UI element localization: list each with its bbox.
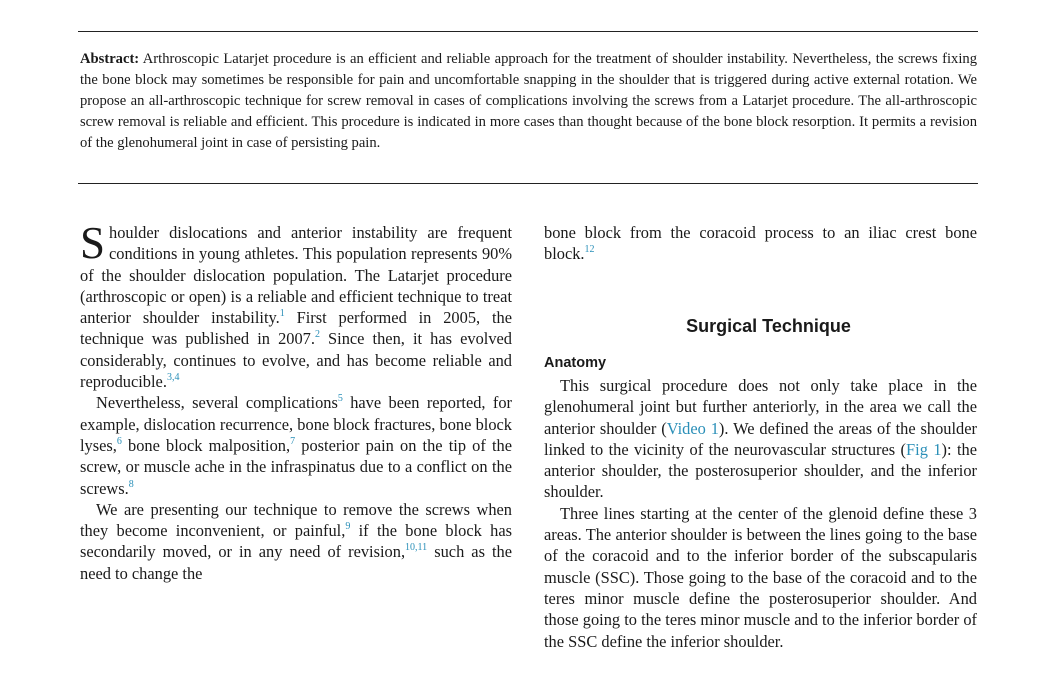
ref-link[interactable]: 1	[279, 308, 285, 320]
subsection-heading: Anatomy	[544, 355, 607, 371]
abstract-text: Arthroscopic Latarjet procedure is an efficient and reliable approach for the treatment of shoulder instability. Nevertheless, the screws fixing the bone block may sometimes be responsible for pain and uncomfortable snapping in the shoulder that is triggered during active external rotation. We propose an all-arthroscopic technique for screw removal in cases of complications involving the screws from a Latarjet procedure. The all-arthroscopic screw removal is reliable and efficient. This procedure is indicated in more cases than thought because of the bone block resorption. It permits a revision of the glenohumeral joint in case of persisting pain.	[80, 51, 977, 151]
anatomy-p1-text-b: ). We defined the areas of the shoulder linked to the vicinity of the neurovascular structures (	[544, 418, 977, 459]
ref-link[interactable]: 5	[337, 393, 343, 405]
section-heading: Surgical Technique	[686, 316, 851, 336]
anatomy-paragraph-2: Three lines starting at the center of the glenoid define these 3 areas. The anterior shoulder is between the lines going to the base of the coracoid and to the inferior border of the subscapularis muscle (SSC). Those going to the base of the coracoid and to the teres minor muscle define the posterosuperior shoulder. And those going to the teres minor muscle and to the inferior border of the SSC define the inferior shoulder.	[544, 503, 977, 651]
drop-cap: S	[80, 218, 106, 268]
figure-link[interactable]: Fig 1	[906, 439, 942, 459]
abstract-label: Abstract:	[80, 51, 140, 67]
ref-link[interactable]: 7	[290, 435, 296, 447]
intro-p3-text-b: if the bone block has secondarily moved, or in any need of revision,	[80, 521, 512, 562]
intro-p1-text-a: houlder dislocations and anterior instability are frequent conditions in young athletes. This population represents 90% of the shoulder dislocation population. The Latarjet procedure (arthroscopic or open) is a reliable and efficient technique to treat anterior shoulder instability.	[80, 223, 512, 328]
intro-paragraph-3	[80, 499, 512, 584]
intro-p3-text-a: We are presenting our technique to remove the screws when they become inconvenient, or painful,	[80, 499, 512, 541]
intro-paragraph-1	[80, 218, 513, 392]
intro-p4-text-a: bone block from the coracoid process to an iliac crest bone block.	[544, 223, 977, 264]
intro-p2-text-b: have been reported, for example, dislocation recurrence, bone block fractures, bone block lyses,	[80, 393, 512, 455]
intro-p3-text-c: such as the need to change the	[80, 542, 513, 583]
left-column	[80, 218, 513, 584]
abstract	[80, 49, 977, 154]
intro-p1-text-c: Since then, it has evolved considerably, continues to evolve, and has become reliable and reproducible.	[80, 329, 512, 392]
intro-p2-text-d: posterior pain on the tip of the screw, or muscle ache in the infraspinatus due to a conflict on the screws.	[80, 435, 512, 498]
ref-link[interactable]: 9	[345, 521, 351, 533]
intro-p1-text-b: First performed in 2005, the technique was published in 2007.	[80, 308, 513, 349]
intro-paragraph-2	[80, 392, 512, 498]
right-column	[544, 222, 977, 265]
video-link[interactable]: Video 1	[666, 418, 719, 438]
anatomy-paragraph-1	[544, 375, 977, 503]
intro-p2-text-c: bone block malposition,	[121, 435, 291, 455]
anatomy-p1-text-a: This surgical procedure does not only take place in the glenohumeral joint but further anteriorly, in the area we call the anterior shoulder (	[544, 376, 977, 438]
intro-paragraph-4	[544, 222, 977, 265]
anatomy-p1-text-c: ): the anterior shoulder, the posterosuperior shoulder, and the inferior shoulder.	[544, 439, 977, 502]
ref-link[interactable]: 3,4	[166, 372, 180, 384]
anatomy-body	[544, 375, 977, 652]
ref-link[interactable]: 8	[128, 478, 134, 490]
ref-link[interactable]: 2	[314, 329, 320, 341]
bottom-rule	[78, 183, 978, 184]
ref-link[interactable]: 10,11	[405, 542, 428, 554]
ref-link[interactable]: 12	[584, 244, 595, 256]
top-rule	[78, 31, 978, 32]
intro-p2-text-a: Nevertheless, several complications	[96, 393, 338, 413]
ref-link[interactable]: 6	[116, 435, 122, 447]
